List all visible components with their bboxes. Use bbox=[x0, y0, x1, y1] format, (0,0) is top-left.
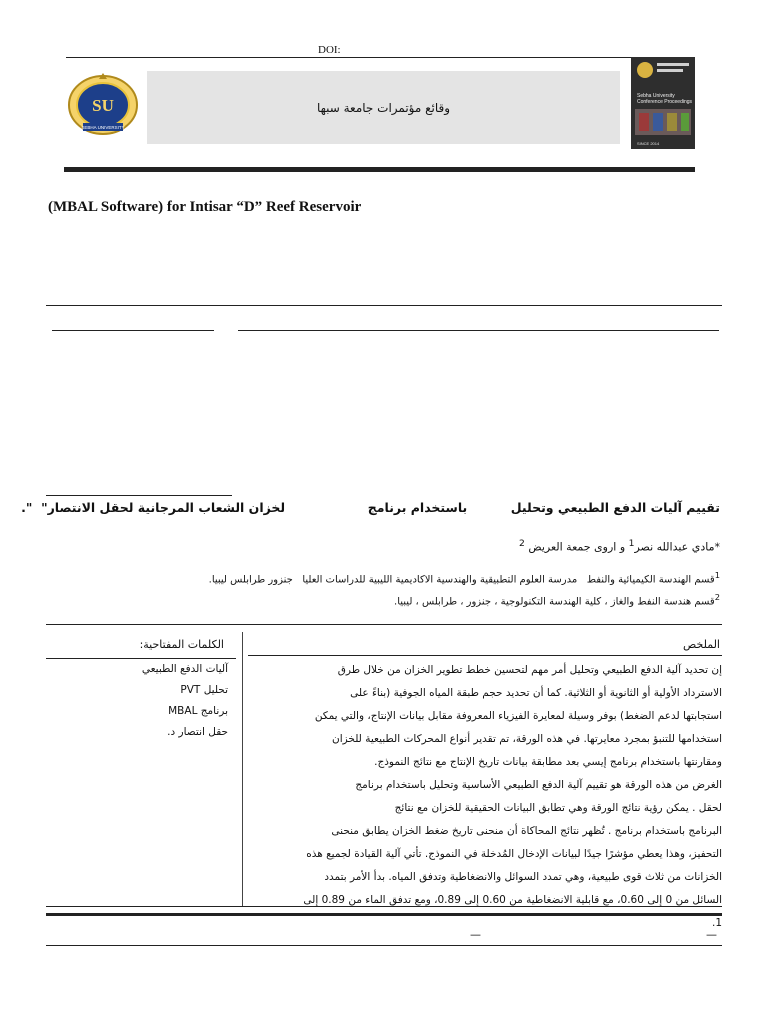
abstract-line: ومقارنتها باستخدام برنامج إيسي بعد مطابقة بيانات تاريخ الإنتاج مع نتائج النموذج. bbox=[374, 756, 722, 768]
footer-rule-thin bbox=[46, 906, 722, 907]
abstract-line: التحفيز، وهذا يعطي مؤشرًا جيدًا لبيانات الإدخال المُدخلة في النموذج. تأتي آلية القيادة لجميع هذه bbox=[306, 848, 722, 860]
author-2-sup: 2 bbox=[519, 538, 525, 549]
affiliation-2-text: قسم هندسة النفط والغاز ، كلية الهندسة التكنولوجية ، جنزور ، طرابلس ، ليبيا. bbox=[394, 596, 715, 608]
affiliation-2-sup: 2 bbox=[714, 592, 720, 602]
arabic-title: تقييم آليات الدفع الطبيعي وتحليل باستخدام برنامج لخزان الشعاب المرجانية لحقل الانتصار" ". bbox=[21, 500, 720, 515]
cover-stamp: SINCE 2014 bbox=[637, 141, 660, 146]
abstract-line: 1. bbox=[711, 917, 722, 929]
affiliation-2 bbox=[394, 592, 720, 607]
abstract-line: استجابتها لدعم الضغط) بوفر وسيلة لمعايرة الفيزياء المعروفة مقابل بيانات الإنتاج، والتي يمكن bbox=[314, 710, 722, 722]
abstract-line: الخزانات من ثلاث قوى طبيعية، وهي تمدد السوائل والانضغاطية وتدفق المياه. بدأ الأمر بتمدد bbox=[324, 871, 722, 883]
keywords-heading-rule bbox=[46, 658, 236, 659]
author-2: و اروى جمعة العريض bbox=[524, 540, 629, 554]
affiliation-1 bbox=[209, 570, 720, 585]
abstract-line: الغرض من هذه الورقة هو تقييم آلية الدفع الطبيعي الأساسية وتحليل باستخدام برنامج bbox=[355, 779, 722, 791]
authors-line bbox=[519, 538, 720, 554]
footer-rule-bottom bbox=[46, 945, 722, 946]
title-divider bbox=[46, 305, 722, 306]
abstract-body bbox=[248, 659, 722, 935]
footer-dash-left: — bbox=[470, 928, 481, 941]
abstract-line: استخدامها للتنبؤ بمجرد معايرتها. في هذه الورقة، تم تقدير أنواع المحركات الطبيعية للخزان bbox=[332, 733, 722, 745]
affiliation-1-sup: 1 bbox=[714, 570, 720, 580]
arabic-title-rule-left bbox=[46, 495, 232, 496]
keyword-item: تحليل PVT bbox=[180, 684, 228, 696]
abstract-line: الاسترداد الأولية أو الثانوية أو الثلاثية. كما أن تحديد حجم طبقة المياه الجوفية (بناءً على bbox=[350, 687, 722, 699]
header-rule-top bbox=[66, 57, 695, 58]
logo-text: SU bbox=[92, 96, 114, 115]
abstract-heading-rule bbox=[248, 655, 722, 656]
column-divider bbox=[242, 632, 243, 906]
proceedings-cover-image bbox=[631, 57, 695, 149]
author-line-left bbox=[52, 330, 214, 331]
abstract-heading: الملخص bbox=[683, 638, 720, 651]
header-rule-thick bbox=[64, 167, 695, 172]
abstract-line: البرنامج باستخدام برنامج . تُظهر نتائج المحاكاة أن منحنى تاريخ ضغط الخزان يطابق منحنى bbox=[331, 825, 722, 837]
journal-banner bbox=[147, 71, 620, 144]
university-seal-logo bbox=[66, 69, 140, 139]
english-title: (MBAL Software) for Intisar “D” Reef Reservoir bbox=[48, 199, 362, 215]
section-divider bbox=[46, 624, 722, 625]
journal-title: وقائع مؤتمرات جامعة سبها bbox=[316, 100, 451, 115]
author-line-right bbox=[238, 330, 719, 331]
keywords-heading: الكلمات المفتاحية: bbox=[139, 638, 224, 651]
footer-rule-thick bbox=[46, 913, 722, 916]
affiliation-1-text: قسم الهندسة الكيميائية والنفط مدرسة العلوم التطبيقية والهندسية الاكاديمية الليبية للدراسات العليا جنزور طرابلس ليبيا. bbox=[208, 574, 715, 586]
keyword-item: برنامج MBAL bbox=[168, 705, 228, 717]
abstract-line: السائل من 0 إلى 0.60، مع قابلية الانضغاطية من 0.60 إلى 0.89، ومع تدفق الماء من 0.89 إلى bbox=[303, 894, 722, 906]
keyword-item: آليات الدفع الطبيعي bbox=[141, 663, 228, 675]
abstract-line: إن تحديد آلية الدفع الطبيعي وتحليل أمر مهم لتحسين خطط تطوير الخزان من خلال طرق bbox=[337, 664, 722, 676]
cover-title: Sebha University Conference Proceedings bbox=[637, 93, 693, 105]
author-1-sup: 1 bbox=[628, 538, 635, 549]
author-1: *مادي عبدالله نصر bbox=[634, 540, 720, 554]
keyword-item: حقل انتصار د. bbox=[167, 726, 228, 738]
footer-dash-right: — bbox=[706, 928, 717, 941]
logo-caption: SEBHA UNIVERSITY bbox=[81, 125, 125, 130]
abstract-line: لحقل . يمكن رؤية نتائج الورقة وهي تطابق البيانات الحقيقية للخزان مع نتائج bbox=[394, 802, 722, 814]
doi-label: DOI: bbox=[318, 44, 341, 56]
